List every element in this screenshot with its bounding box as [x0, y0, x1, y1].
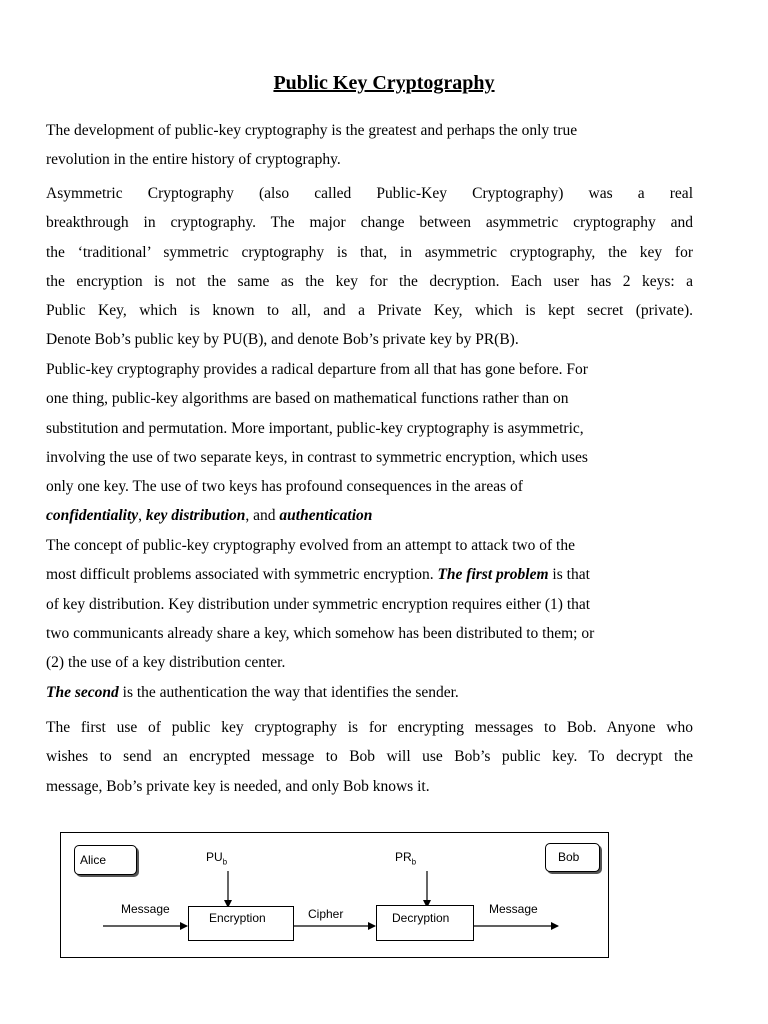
text-line [46, 560, 693, 589]
message-out-label: Message [489, 902, 538, 916]
public-key-label [206, 850, 227, 866]
pr-text: PR [395, 850, 412, 864]
text-line: Public Key, which is known to all, and a Private Key, which is kept secret (private). [46, 302, 693, 320]
pr-subscript: b [411, 857, 417, 867]
paragraph-asymmetric [46, 179, 693, 355]
key-terms-line [46, 501, 693, 530]
decryption-label: Decryption [392, 911, 450, 925]
term-key-distribution: key distribution [145, 507, 246, 525]
emphasis-second: The second [46, 684, 119, 701]
pu-text: PU [206, 850, 223, 864]
text-line: involving the use of two separate keys, in contrast to symmetric encryption, which uses [46, 448, 588, 466]
private-key-label [395, 850, 416, 866]
diagram-arrows [61, 833, 610, 959]
text-line: of key distribution. Key distribution under symmetric encryption requires either (1) that [46, 595, 591, 613]
paragraph-concept [46, 531, 693, 677]
text-line: breakthrough in cryptography. The major change between asymmetric cryptography and [46, 214, 693, 232]
text-line: the ‘traditional’ symmetric cryptography is that, in asymmetric cryptography, the key for [46, 243, 693, 261]
text-line: The development of public-key cryptography is the greatest and perhaps the only true [46, 122, 578, 139]
term-separator: , and [245, 507, 280, 525]
cipher-label: Cipher [308, 907, 344, 921]
message-in-label: Message [121, 902, 170, 916]
term-authentication: authentication [279, 507, 373, 525]
text-line: substitution and permutation. More important, public-key cryptography is asymmetric, [46, 419, 584, 437]
alice-box [74, 845, 137, 875]
encryption-diagram [60, 832, 609, 958]
encryption-label: Encryption [209, 911, 266, 925]
pu-subscript: b [222, 857, 228, 867]
text-line: Public-key cryptography provides a radical departure from all that has gone before. For [46, 361, 588, 378]
text-line: wishes to send an encrypted message to Bob will use Bob’s public key. To decrypt the [46, 748, 693, 766]
text-line: two communicants already share a key, which somehow has been distributed to them; or [46, 624, 595, 642]
text-span: most difficult problems associated with symmetric encryption. [46, 566, 438, 584]
text-line: only one key. The use of two keys has profound consequences in the areas of [46, 478, 523, 496]
paragraph-first-use [46, 713, 693, 801]
text-line: Denote Bob’s public key by PU(B), and denote Bob’s private key by PR(B). [46, 331, 519, 349]
term-confidentiality: confidentiality [46, 507, 139, 525]
paragraph-intro [46, 116, 693, 175]
text-line: message, Bob’s private key is needed, and only Bob knows it. [46, 777, 430, 795]
text-line: The concept of public-key cryptography evolved from an attempt to attack two of the [46, 537, 575, 554]
decryption-box [376, 905, 474, 941]
bob-label: Bob [558, 850, 580, 864]
text-line: The first use of public key cryptography is for encrypting messages to Bob. Anyone who [46, 719, 693, 736]
text-span: is that [548, 566, 590, 584]
encryption-box [188, 906, 294, 941]
text-line: Asymmetric Cryptography (also called Public-Key Cryptography) was a real [46, 185, 693, 202]
text-line: the encryption is not the same as the key for the decryption. Each user has 2 keys: a [46, 272, 693, 290]
alice-label: Alice [80, 853, 107, 867]
term-separator: , [138, 507, 146, 525]
text-line: (2) the use of a key distribution center. [46, 654, 286, 672]
text-span: is the authentication the way that identifies the sender. [118, 684, 459, 701]
paragraph-departure [46, 355, 693, 531]
page-title: Public Key Cryptography [273, 72, 495, 94]
text-line: revolution in the entire history of cryptography. [46, 151, 341, 169]
bob-box [545, 843, 600, 872]
emphasis-first-problem: The first problem [437, 566, 549, 584]
text-line [46, 678, 693, 707]
paragraph-second [46, 678, 693, 707]
text-line: one thing, public-key algorithms are based on mathematical functions rather than on [46, 390, 569, 408]
